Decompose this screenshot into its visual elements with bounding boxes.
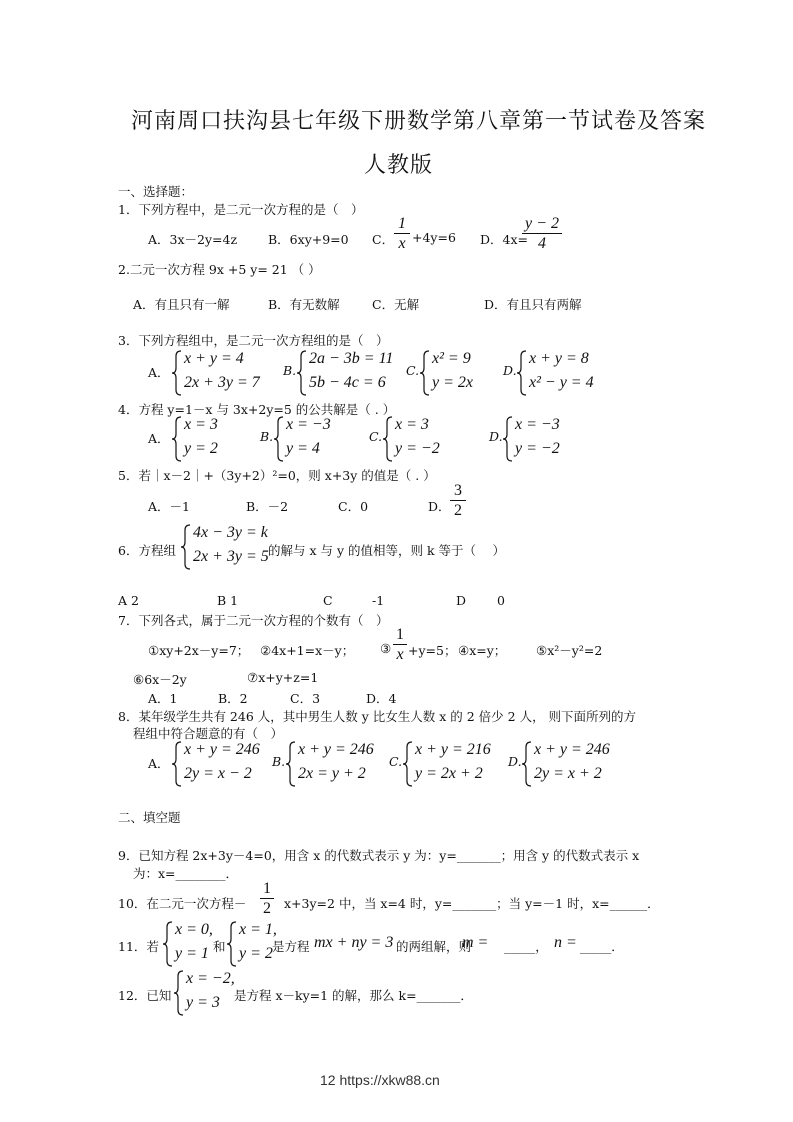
brace-icon (172, 350, 182, 396)
q7-item-7: ⑦x+y+z=1 (247, 670, 319, 685)
q9-line2: 为：x=________． (133, 866, 239, 881)
q10-fraction: $\frac{1}{2}$ (260, 880, 274, 919)
q7-item-6: ⑥6x－2y (133, 672, 187, 687)
brace-icon (503, 416, 513, 462)
q7-item-3-fraction: $\frac{1}{x}$ (393, 626, 407, 665)
q7-item-4: ④x=y； (458, 643, 507, 658)
q6-option-c-label: C (323, 593, 333, 608)
page-title: 河南周口扶沟县七年级下册数学第八章第一节试卷及答案 (131, 109, 707, 134)
q8-stem-line2: 程组中符合题意的有（ ） (133, 726, 284, 741)
q6-option-c-value: -1 (372, 593, 385, 608)
q8-stem-line1: 8．某年级学生共有 246 人，其中男生人数 y 比女生人数 x 的 2 倍少 2 人， 则下面所列的方 (118, 709, 637, 724)
q11-blank-1: _____， (504, 939, 548, 954)
q11-blank-2: _____． (580, 939, 624, 954)
q6-option-d-label: D (456, 593, 467, 608)
q2-stem: 2.二元一次方程 9x +5 y= 21 （ ） (118, 262, 321, 277)
q5-option-c: C．0 (338, 499, 369, 514)
q12-suffix: 是方程 x－ky=1 的解，那么 k=_______． (234, 988, 473, 1003)
q7-option-a: A．1 (148, 691, 178, 706)
q2-option-a: A．有且只有一解 (133, 297, 230, 312)
q7-item-5: ⑤x²－y²=2 (536, 643, 603, 658)
q2-option-d: D．有且只有两解 (484, 297, 582, 312)
q2-option-c: C．无解 (372, 297, 420, 312)
brace-icon (286, 741, 296, 787)
q1-option-d-fraction: $\frac{y - 2}{4}$ (522, 215, 562, 254)
q10-prefix: 10．在二元一次方程－ (118, 896, 247, 911)
page-subtitle: 人教版 (364, 153, 434, 178)
brace-icon (174, 970, 184, 1016)
q5-stem: 5．若｜x－2｜+（3y+2）²=0，则 x+3y 的值是（ . ） (118, 468, 436, 483)
q1-stem: 1．下列方程中，是二元一次方程的是（ ） (118, 202, 364, 217)
brace-icon (227, 921, 237, 967)
q11-text-2: 的两组解，则 (396, 939, 472, 954)
brace-icon (274, 416, 284, 462)
q11-and: 和 (213, 939, 226, 954)
q6-option-a: A 2 (118, 593, 139, 608)
q5-option-d-fraction: $\frac{3}{2}$ (450, 482, 466, 521)
q11-n: n = (554, 934, 577, 951)
q3-stem: 3．下列方程组中，是二元一次方程组的是（ ） (118, 333, 389, 348)
q1-option-c-rest: +4y=6 (412, 230, 456, 245)
q4-stem: 4．方程 y=1－x 与 3x+2y=5 的公共解是（ . ） (118, 402, 396, 417)
q11-text-1: 是方程 (272, 939, 310, 954)
section-2-heading: 二、填空题 (118, 810, 181, 825)
q11-m: m = (462, 934, 489, 951)
brace-icon (383, 416, 393, 462)
brace-icon (181, 524, 191, 570)
brace-icon (163, 921, 173, 967)
q7-item-3-label: ③ (380, 641, 392, 656)
q1-option-a: A．3x－2y=4z (148, 232, 238, 247)
brace-icon (517, 350, 527, 396)
q7-option-d: D．4 (366, 691, 397, 706)
q9-line1: 9．已知方程 2x+3y－4=0，用含 x 的代数式表示 y 为：y=_______；用含 y 的代数式表示 x (118, 848, 640, 863)
section-1-heading: 一、选择题： (118, 184, 194, 199)
q2-option-b: B．有无数解 (268, 297, 340, 312)
brace-icon (403, 741, 413, 787)
brace-icon (172, 416, 182, 462)
brace-icon (522, 741, 532, 787)
brace-icon (172, 741, 182, 787)
q5-option-a: A．－1 (148, 499, 190, 514)
q1-option-c-fraction: $\frac{1}{x}$ (394, 215, 410, 254)
q6-suffix: 的解与 x 与 y 的值相等，则 k 等于（ ） (268, 543, 506, 558)
brace-icon (297, 350, 307, 396)
brace-icon (420, 350, 430, 396)
q5-option-b: B．－2 (246, 499, 289, 514)
q7-option-c: C．3 (290, 691, 321, 706)
q6-option-d-value: 0 (497, 593, 505, 608)
q6-option-b: B 1 (217, 593, 239, 608)
q7-stem: 7．下列各式，属于二元一次方程的个数有（ ） (118, 613, 389, 628)
q7-item-3-rest: +y=5； (408, 643, 457, 658)
q7-item-2: ②4x+1=x－y； (260, 643, 355, 658)
q1-option-c-label: C． (372, 232, 395, 247)
q6-prefix: 6．方程组 (118, 543, 176, 558)
q5-option-d-label: D． (428, 499, 451, 514)
q12-prefix: 12．已知 (118, 988, 172, 1003)
page-footer: 12 https://xkw88.cn (320, 1072, 440, 1088)
q10-suffix: x+3y=2 中，当 x=4 时，y=_______；当 y=－1 时，x=______． (284, 896, 660, 911)
q7-item-1: ①xy+2x－y=7； (148, 643, 250, 658)
q11-prefix: 11．若 (118, 939, 159, 954)
q1-option-d-label: D．4x= (480, 232, 528, 247)
q11-equation: mx + ny = 3 (314, 934, 394, 951)
q1-option-b: B．6xy+9=0 (268, 232, 349, 247)
q7-option-b: B．2 (218, 691, 248, 706)
